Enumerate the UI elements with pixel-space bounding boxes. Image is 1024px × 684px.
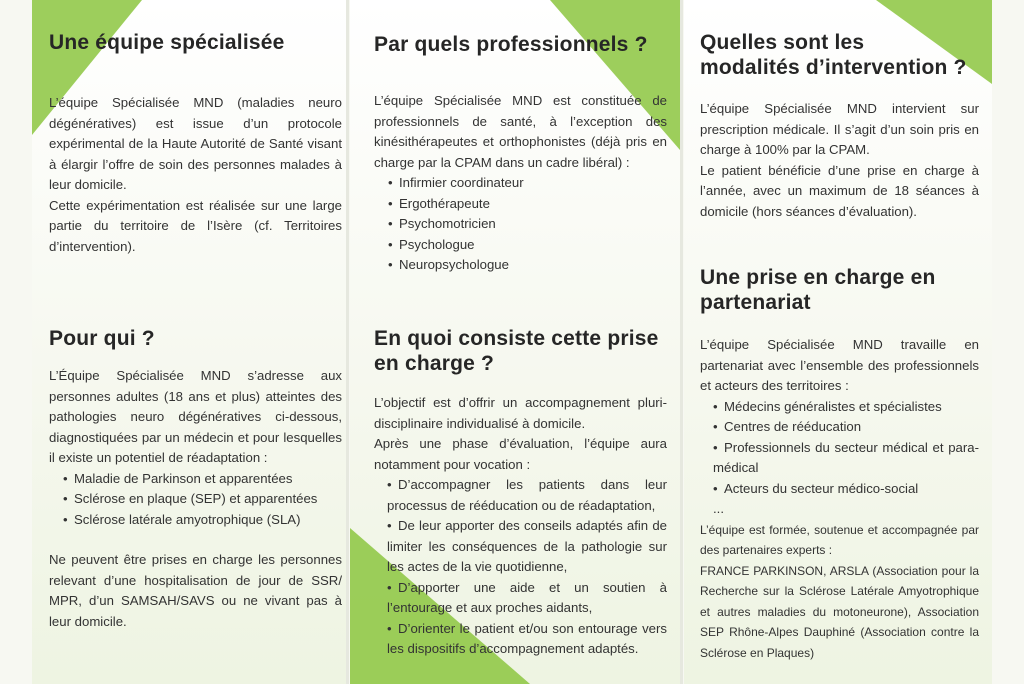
pourqui-paragraph-2: Ne peuvent être prises en charge les personnes relevant d’une hospitalisation de jour de SSR/ MPR, d’un SAMSAH/SAVS ou ne vivant pas à leur domicile. [49,552,342,629]
list-item: • Ergothérapeute [388,194,667,215]
text-pour-qui [49,366,342,632]
heading-pour-qui: Pour qui ? [49,327,155,350]
modalites-paragraph-1: L’équipe Spécialisée MND intervient sur prescription médicale. Il s’agit d’un soin pris en charge à 100% par la CPAM. [700,101,979,157]
modalites-paragraph-2: Le patient bénéficie d’une prise en charge à l’année, avec un maximum de 18 séances à domicile (hors séances d’évaluation). [700,162,979,219]
partenariat-ellipsis: ... [713,501,724,516]
bullet: • [63,491,68,506]
bullet: • [388,175,393,190]
list-item: • Sclérose latérale amyotrophique (SLA) [63,510,342,531]
text-professionnels [374,91,667,276]
fold-line-1 [346,0,349,684]
text-equipe [49,93,342,257]
list-item: • Neuropsychologue [388,255,667,276]
list-item: • D’accompagner les patients dans leur processus de rééducation ou de réadaptation, [387,477,667,513]
list-item: • Sclérose en plaque (SEP) et apparentées [63,489,342,510]
list-item: • D’orienter le patient et/ou son entourage vers les dispositifs d’accompagnement adaptés. [387,620,667,656]
list-item: • Médecins généralistes et spécialistes [713,397,979,418]
list-item: • De leur apporter des conseils adaptés afin de limiter les conséquences de la pathologie sur les actes de la vie quotidienne, [387,518,667,574]
heading-consiste: En quoi consiste cette prise en charge ? [374,327,659,375]
bullet: • [388,195,393,211]
bullet: • [713,480,718,496]
consiste-paragraph-1: L’objectif est d’offrir un accompagnement pluri-disciplinaire individualisé à domicile. [374,395,667,431]
bullet: • [387,518,392,533]
bullet: • [387,477,392,492]
heading-equipe: Une équipe spécialisée [49,31,285,54]
text-consiste [374,393,667,660]
bullet: • [63,511,68,527]
partenariat-paragraph-1: L’équipe Spécialisée MND travaille en partenariat avec l’ensemble des professionnels et acteurs des territoires : [700,337,979,393]
panel-right [684,0,992,684]
bullet: • [387,579,392,595]
list-item: • Professionnels du secteur médical et para-médical [713,439,979,475]
pourqui-paragraph-1: L’Équipe Spécialisée MND s’adresse aux personnes adultes (18 ans et plus) atteintes des pathologies neuro dégénératives ci-dessous, diagnostiquées par un médecin et pour lesquelles il existe un potentiel de réadaptation : [49,368,342,465]
list-item: • Acteurs du secteur médico-social [713,479,979,500]
bullet: • [713,419,718,434]
partenariat-list [700,397,979,500]
bullet: • [388,216,393,231]
panel-left [32,0,346,684]
list-item: • Centres de rééducation [713,417,979,438]
professionnels-paragraph: L’équipe Spécialisée MND est constituée de professionnels de santé, à l’exception des kinésithérapeutes et orthophonistes (déjà pris en charge par la CPAM dans un cadre libéral) : [374,93,667,170]
bullet: • [713,439,718,455]
panel-center [350,0,680,684]
heading-modalites: Quelles sont les modalités d’intervention ? [700,31,967,79]
partenariat-paragraph-3: FRANCE PARKINSON, ARSLA (Association pour la Recherche sur la Sclérose Latérale Amyotrophique et autres maladies du motoneurone), Association SEP Rhône-Alpes Dauphiné (Association contre la Sclérose en Plaques) [700,563,979,660]
heading-partenariat: Une prise en charge en partenariat [700,266,936,314]
list-item: • Infirmier coordinateur [388,173,667,194]
equipe-paragraph-2: Cette expérimentation est réalisée sur une large partie du territoire de l’Isère (cf. Territoires d’intervention). [49,197,342,254]
list-item: • Maladie de Parkinson et apparentées [63,469,342,490]
text-modalites [700,99,979,222]
consiste-paragraph-2: Après une phase d’évaluation, l’équipe aura notamment pour vocation : [374,436,667,472]
bullet: • [713,398,718,414]
consiste-list [374,475,667,660]
partenariat-paragraph-2: L’équipe est formée, soutenue et accompagnée par des partenaires experts : [700,522,979,557]
fold-line-2 [680,0,683,684]
equipe-paragraph-1: L’équipe Spécialisée MND (maladies neuro dégénératives) est issue d’un protocole expérimental de la Haute Autorité de Santé visant à élargir l’offre de soin des personnes malades à leur domicile. [49,95,342,192]
bullet: • [63,470,68,486]
list-item: • D’apporter une aide et un soutien à l’entourage et aux proches aidants, [387,579,667,615]
bullet: • [387,620,392,636]
list-item: • Psychomotricien [388,214,667,235]
bullet: • [388,257,393,272]
bullet: • [388,236,393,252]
list-item: • Psychologue [388,235,667,256]
professionnels-list [374,173,667,276]
text-partenariat [700,335,979,663]
pourqui-list [49,469,342,531]
heading-professionnels: Par quels professionnels ? [374,33,648,56]
